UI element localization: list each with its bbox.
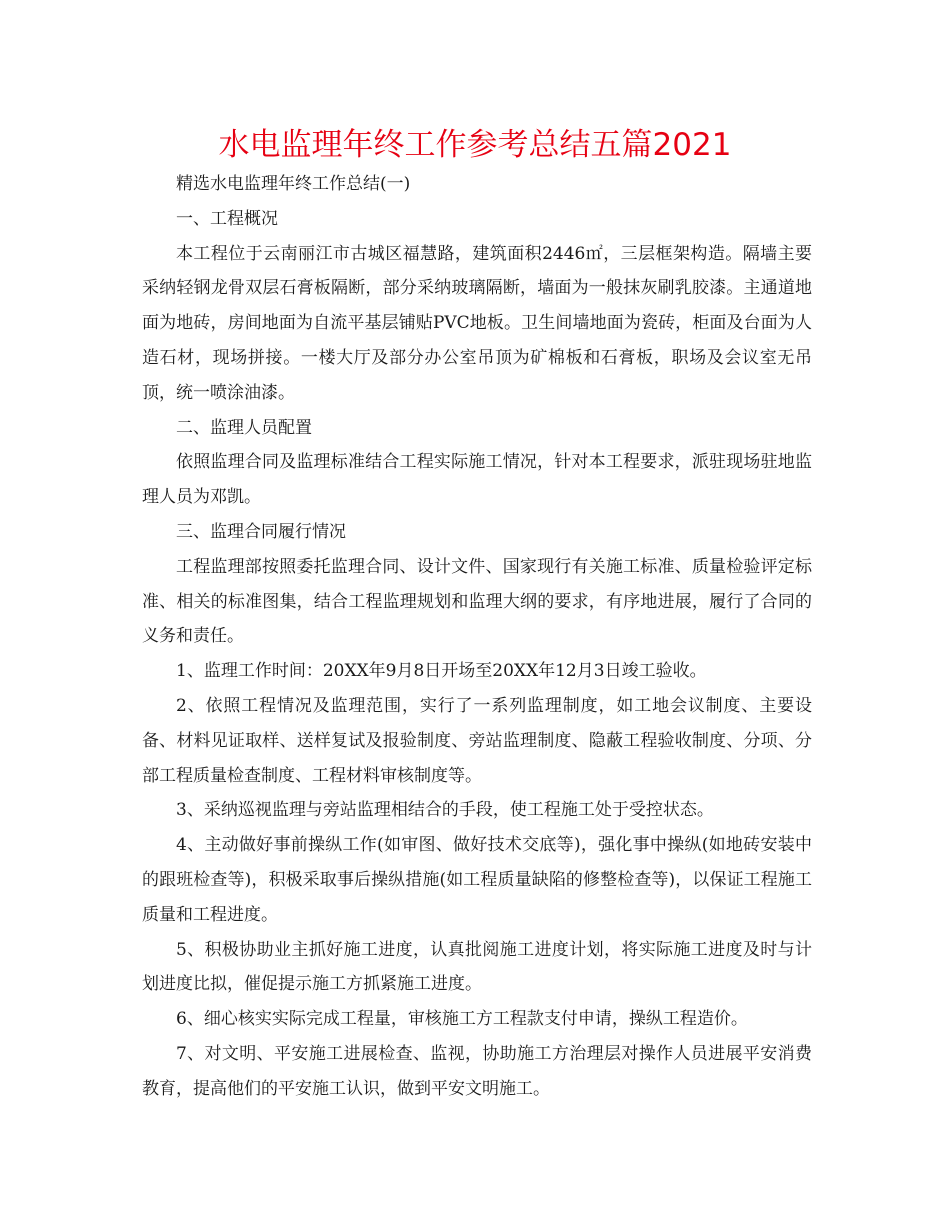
list-item-5: 5、积极协助业主抓好施工进度，认真批阅施工进度计划，将实际施工进度及时与计划进度比拟，催促提示施工方抓紧施工进度。 [142,939,812,995]
list-item-4: 4、主动做好事前操纵工作(如审图、做好技术交底等)，强化事中操纵(如地砖安装中的跟班检查等)，积极采取事后操纵措施(如工程质量缺陷的修整检查等)，以保证工程施工质量和工程进度。 [142,835,812,925]
list-item-3: 3、采纳巡视监理与旁站监理相结合的手段，使工程施工处于受控状态。 [176,800,714,821]
section-subtitle: 精选水电监理年终工作总结(一) [176,174,411,194]
heading-contract-performance: 三、监理合同履行情况 [176,521,346,542]
list-item-1: 1、监理工作时间：20XX年9月8日开场至20XX年12月3日竣工验收。 [176,661,707,682]
paragraph-contract-performance: 工程监理部按照委托监理合同、设计文件、国家现行有关施工标准、质量检验评定标准、相关的标准图集，结合工程监理规划和监理大纲的要求，有序地进展，履行了合同的义务和责任。 [142,556,812,647]
document-body [142,167,812,1107]
list-item-7: 7、对文明、平安施工进展检查、监视，协助施工方治理层对操作人员进展平安消费教育，提高他们的平安施工认识，做到平安文明施工。 [142,1043,812,1099]
heading-project-overview: 一、工程概况 [176,208,278,229]
list-item-6: 6、细心核实实际完成工程量，审核施工方工程款支付申请，操纵工程造价。 [176,1009,748,1030]
heading-staff-allocation: 二、监理人员配置 [176,417,312,438]
document-title: 水电监理年终工作参考总结五篇2021 [218,127,732,163]
paragraph-project-overview: 本工程位于云南丽江市古城区福慧路，建筑面积2446㎡，三层框架构造。隔墙主要采纳轻钢龙骨双层石膏板隔断，部分采纳玻璃隔断，墙面为一般抹灰刷乳胶漆。主通道地面为地砖，房间地面为自流平基层铺贴PVC地板。卫生间墙地面为瓷砖，柜面及台面为人造石材，现场拼接。一楼大厅及部分办公室吊顶为矿棉板和石膏板，职场及会议室无吊顶，统一喷涂油漆。 [142,243,812,403]
list-item-2: 2、依照工程情况及监理范围，实行了一系列监理制度，如工地会议制度、主要设备、材料见证取样、送样复试及报验制度、旁站监理制度、隐蔽工程验收制度、分项、分部工程质量检查制度、工程材料审核制度等。 [142,695,812,786]
paragraph-staff-allocation: 依照监理合同及监理标准结合工程实际施工情况，针对本工程要求，派驻现场驻地监理人员为邓凯。 [142,452,812,508]
